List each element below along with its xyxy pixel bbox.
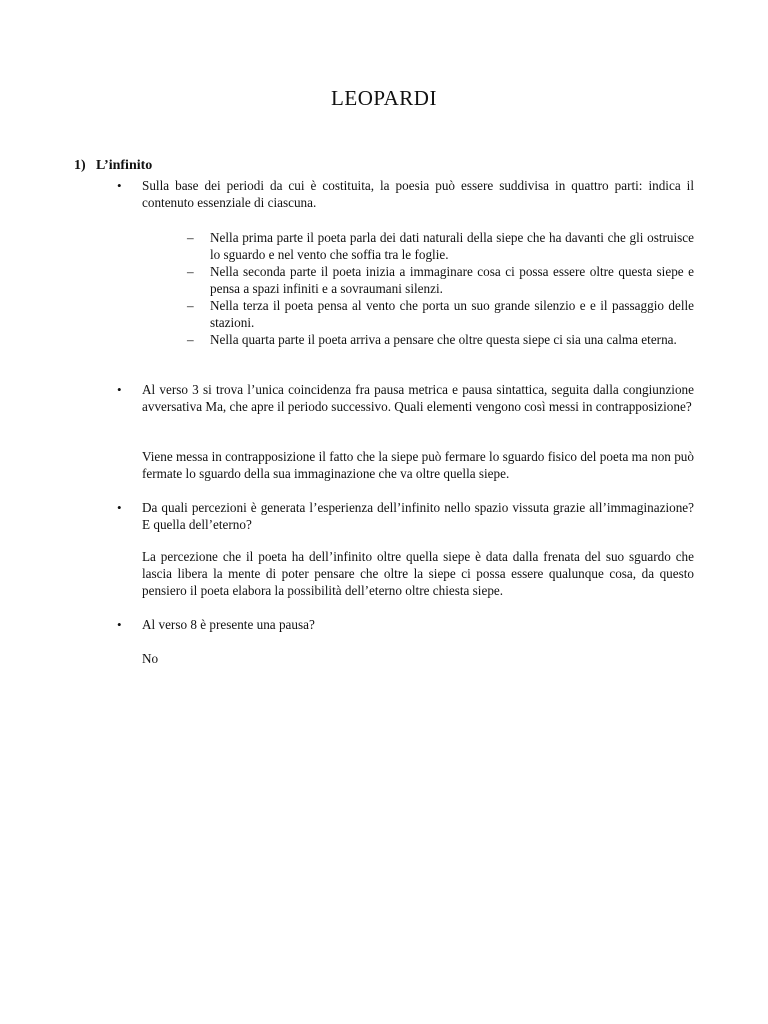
dash-marker: – [187, 332, 194, 347]
bullet-marker: • [117, 382, 122, 397]
question-2: Al verso 3 si trova l’unica coincidenza fra pausa metrica e pausa sintattica, seguita dalla congiunzione avversativa Ma, che apre il periodo successivo. Quali elementi vengono così messi in contrapposizione? [142, 382, 694, 414]
list-item [187, 229, 694, 263]
list-item [187, 263, 694, 297]
list-item [187, 297, 694, 331]
page-title: LEOPARDI [331, 86, 437, 110]
dash-marker: – [187, 230, 194, 245]
bullet-marker: • [117, 617, 122, 632]
answer-1-list [187, 229, 694, 348]
answer-1-part-1: Nella prima parte il poeta parla dei dati naturali della siepe che ha davanti che gli ostruisce lo sguardo e nel vento che soffia tra le foglie. [210, 230, 694, 262]
answer-1-part-2: Nella seconda parte il poeta inizia a immaginare cosa ci possa essere oltre questa siepe e pensa a spazi infiniti e a sovraumani silenzi. [210, 264, 694, 296]
answer-4: No [142, 651, 159, 666]
bullet-marker: • [117, 500, 122, 515]
question-3: Da quali percezioni è generata l’esperienza dell’infinito nello spazio vissuta grazie all’immaginazione? E quella dell’eterno? [142, 500, 694, 532]
section-heading [74, 158, 152, 174]
answer-3: La percezione che il poeta ha dell’infinito oltre quella siepe è data dalla frenata del suo sguardo che lascia libera la mente di poter pensare che oltre la siepe ci possa essere qualunque cosa, da questo pensiero il poeta elabora la possibilità dell’eterno oltre chiesta siepe. [142, 549, 694, 598]
section-number: 1) [74, 158, 86, 173]
dash-marker: – [187, 298, 194, 313]
list-item [187, 331, 694, 348]
section-title: L’infinito [96, 158, 153, 173]
answer-1-part-3: Nella terza il poeta pensa al vento che porta un suo grande silenzio e e il passaggio delle stazioni. [210, 298, 694, 330]
dash-marker: – [187, 264, 194, 279]
answer-2: Viene messa in contrapposizione il fatto che la siepe può fermare lo sguardo fisico del poeta ma non può fermate lo sguardo della sua immaginazione che va oltre quella siepe. [142, 449, 694, 481]
question-4: Al verso 8 è presente una pausa? [142, 617, 315, 632]
answer-1-part-4: Nella quarta parte il poeta arriva a pensare che oltre questa siepe ci sia una calma eterna. [210, 332, 677, 347]
bullet-marker: • [117, 178, 122, 193]
question-1: Sulla base dei periodi da cui è costituita, la poesia può essere suddivisa in quattro parti: indica il contenuto essenziale di ciascuna. [142, 178, 694, 210]
